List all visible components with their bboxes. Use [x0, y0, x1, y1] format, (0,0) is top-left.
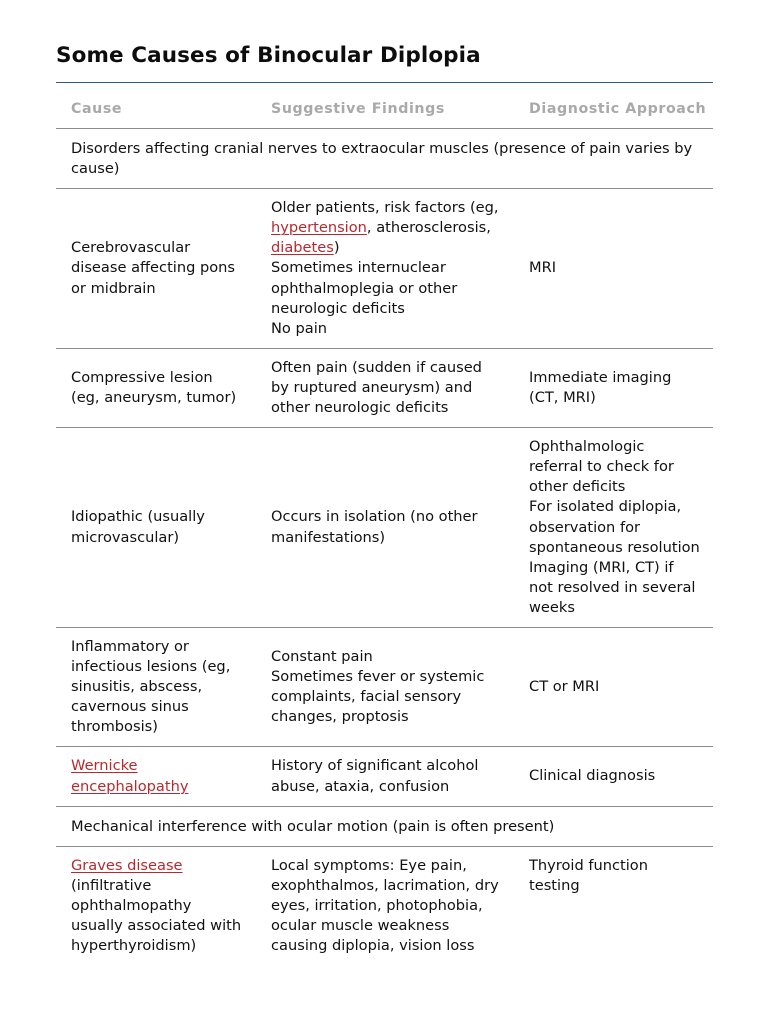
diplopia-causes-table [56, 91, 713, 965]
approach-line: For isolated diplopia, observation for spontaneous resolution [529, 498, 700, 556]
approach-cell: CT or MRI [514, 627, 713, 746]
approach-cell: Clinical diagnosis [514, 747, 713, 806]
header-cause: Cause [56, 91, 256, 129]
section-row [56, 806, 713, 846]
findings-line: Constant pain [271, 648, 373, 666]
cause-cell: Inflammatory or infectious lesions (eg, sinusitis, abscess, cavernous sinus thrombosis) [56, 627, 256, 746]
findings-cell: Often pain (sudden if caused by ruptured aneurysm) and other neurologic deficits [256, 348, 514, 427]
approach-cell: MRI [514, 189, 713, 349]
cause-cell: Idiopathic (usually microvascular) [56, 428, 256, 628]
hypertension-link[interactable]: hypertension [271, 219, 367, 237]
approach-line: Ophthalmologic referral to check for other deficits [529, 438, 674, 496]
approach-cell: Thyroid function testing [529, 856, 648, 894]
findings-line: Sometimes internuclear ophthalmoplegia or other neurologic deficits [271, 259, 458, 317]
findings-cell [256, 189, 514, 349]
table-row [56, 747, 713, 806]
section-row [56, 129, 713, 189]
findings-cell: Occurs in isolation (no other manifestations) [256, 428, 514, 628]
diabetes-link[interactable]: diabetes [271, 239, 334, 257]
findings-line: Sometimes fever or systemic complaints, facial sensory changes, proptosis [271, 668, 485, 726]
findings-line [271, 198, 502, 258]
cause-cell: Compressive lesion (eg, aneurysm, tumor) [56, 348, 256, 427]
graves-disease-link[interactable]: Graves disease [71, 856, 183, 874]
wernicke-encephalopathy-link[interactable]: Wernicke encephalopathy [71, 757, 189, 795]
header-findings: Suggestive Findings [256, 91, 514, 129]
approach-cell [514, 428, 713, 628]
findings-text: ) [333, 239, 340, 257]
header-approach: Diagnostic Approach [514, 91, 713, 129]
table-row [56, 428, 713, 628]
findings-cell [256, 627, 514, 746]
table-header-row [56, 91, 713, 129]
cause-cell: Cerebrovascular disease affecting pons or midbrain [56, 189, 256, 349]
title-divider [56, 82, 713, 83]
section-title: Disorders affecting cranial nerves to extraocular muscles (presence of pain varies by cause) [56, 129, 713, 189]
findings-text: , atherosclerosis, [366, 219, 491, 237]
approach-cell: Immediate imaging (CT, MRI) [514, 348, 713, 427]
table-row [56, 348, 713, 427]
findings-text: Older patients, risk factors (eg, [271, 199, 499, 217]
findings-line: No pain [271, 319, 327, 337]
cause-text: (infiltrative ophthalmopathy usually associated with hyperthyroidism) [71, 876, 242, 955]
table-row [56, 846, 713, 965]
findings-cell: Local symptoms: Eye pain, exophthalmos, lacrimation, dry eyes, irritation, photophobia, ocular muscle weakness causing diplopia, vision loss [271, 856, 499, 955]
table-row [56, 627, 713, 746]
page-title: Some Causes of Binocular Diplopia [56, 43, 481, 68]
findings-cell: History of significant alcohol abuse, ataxia, confusion [256, 747, 514, 806]
cause-cell [56, 846, 256, 965]
section-title: Mechanical interference with ocular motion (pain is often present) [56, 806, 713, 846]
table-row [56, 189, 713, 349]
cause-cell [56, 747, 256, 806]
approach-line: Imaging (MRI, CT) if not resolved in several weeks [529, 558, 696, 616]
